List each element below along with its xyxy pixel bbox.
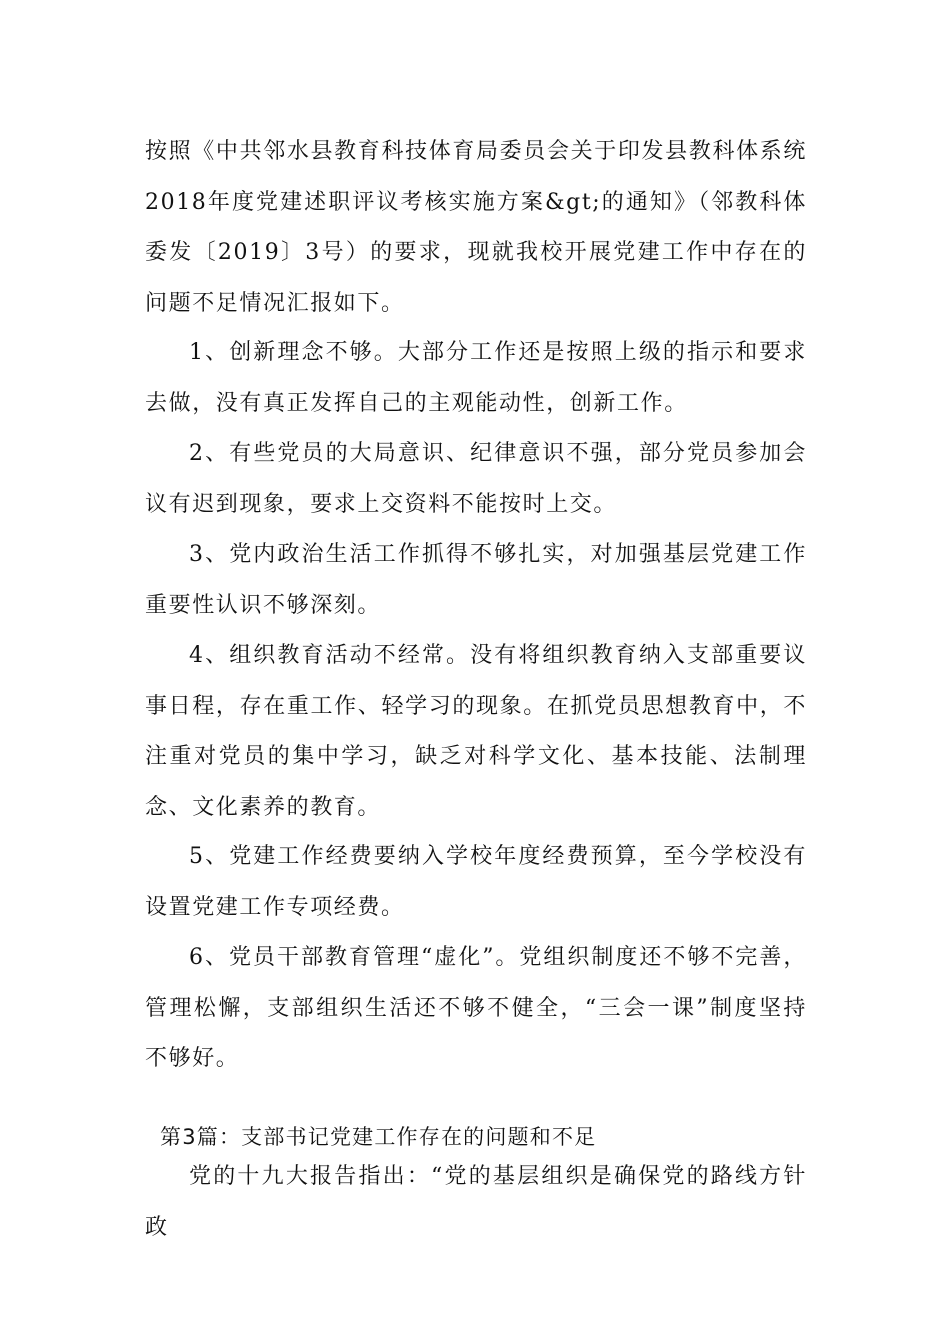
issue-paragraph-5: 5、党建工作经费要纳入学校年度经费预算，至今学校没有设置党建工作专项经费。 bbox=[145, 844, 807, 920]
issue-paragraph-3: 3、党内政治生活工作抓得不够扎实，对加强基层党建工作重要性认识不够深刻。 bbox=[145, 542, 807, 618]
issue-paragraph-2: 2、有些党员的大局意识、纪律意识不强，部分党员参加会议有迟到现象，要求上交资料不能按时上交。 bbox=[145, 441, 807, 517]
final-paragraph: 党的十九大报告指出：“党的基层组织是确保党的路线方针政 bbox=[145, 1164, 807, 1240]
issue-paragraph-4: 4、组织教育活动不经常。没有将组织教育纳入支部重要议事日程，存在重工作、轻学习的现象。在抓党员思想教育中，不注重对党员的集中学习，缺乏对科学文化、基本技能、法制理念、文化素养的教育。 bbox=[145, 643, 807, 820]
issue-paragraph-1: 1、创新理念不够。大部分工作还是按照上级的指示和要求去做，没有真正发挥自己的主观能动性，创新工作。 bbox=[145, 340, 807, 416]
section-heading: 第3篇：支部书记党建工作存在的问题和不足 bbox=[160, 1125, 597, 1149]
intro-paragraph: 按照《中共邻水县教育科技体育局委员会关于印发县教科体系统2018年度党建述职评议考核实施方案&gt;的通知》（邻教科体委发〔2019〕3号）的要求，现就我校开展党建工作中存在的问题不足情况汇报如下。 bbox=[145, 139, 807, 316]
issue-paragraph-6: 6、党员干部教育管理“虚化”。党组织制度还不够不完善，管理松懈，支部组织生活还不够不健全，“三会一课”制度坚持不够好。 bbox=[145, 945, 807, 1071]
